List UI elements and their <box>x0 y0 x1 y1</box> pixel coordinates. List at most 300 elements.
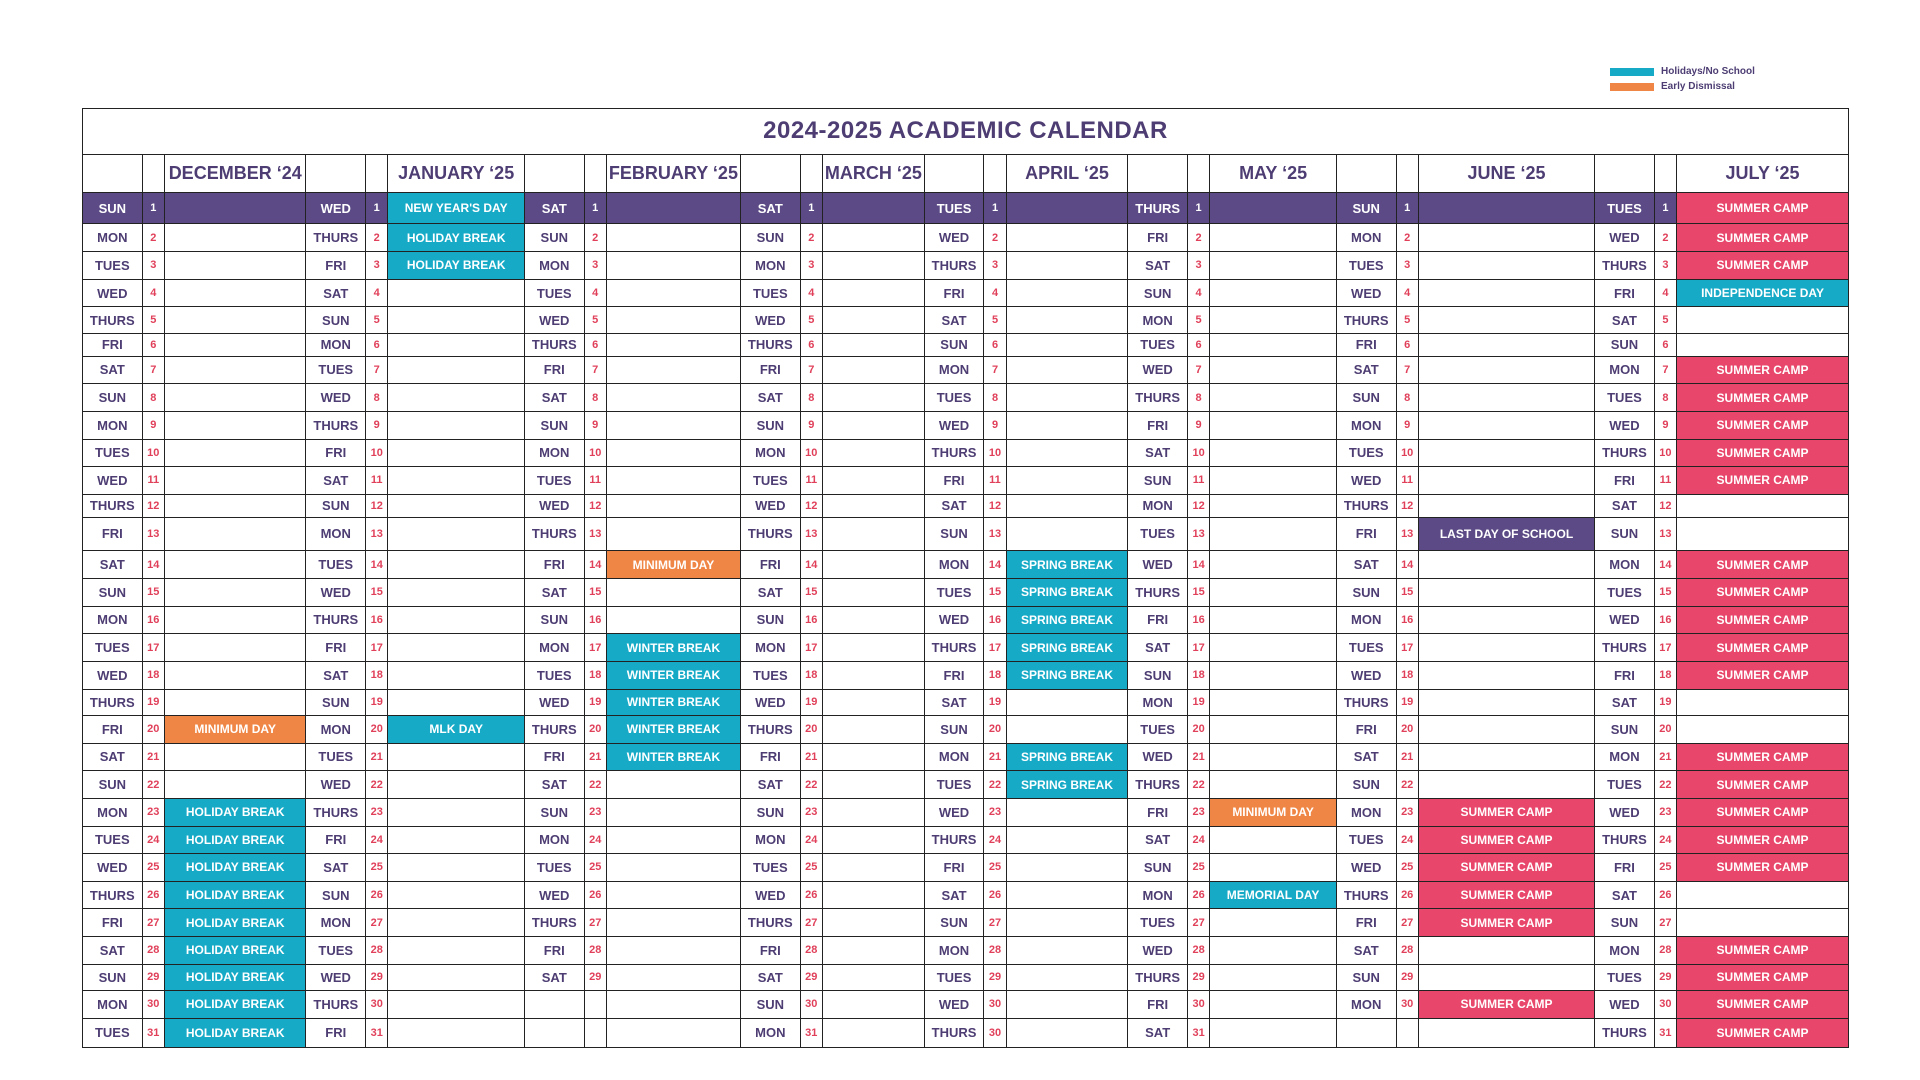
weekday-cell: MON <box>306 715 366 743</box>
weekday-cell: FRI <box>1128 991 1188 1019</box>
date-number: 11 <box>1187 467 1209 495</box>
date-number: 20 <box>1187 715 1209 743</box>
weekday-cell: THURS <box>1128 578 1188 606</box>
date-number: 30 <box>366 991 388 1019</box>
event-cell <box>388 606 525 634</box>
date-number: 25 <box>1654 854 1676 882</box>
legend-item-early-dismissal <box>1610 79 1755 94</box>
weekday-cell: THURS <box>306 991 366 1019</box>
event-cell <box>1210 439 1337 467</box>
date-number: 30 <box>142 991 164 1019</box>
date-number: 19 <box>1654 689 1676 715</box>
date-number: 26 <box>800 881 822 909</box>
weekday-cell: THURS <box>1128 193 1188 224</box>
date-number: 20 <box>1654 715 1676 743</box>
weekday-cell: SAT <box>1336 937 1396 965</box>
date-number: 13 <box>1654 517 1676 551</box>
event-cell <box>606 964 740 990</box>
event-camp: SUMMER CAMP <box>1677 661 1849 689</box>
weekday-cell: FRI <box>1595 661 1655 689</box>
weekday-cell: MON <box>1128 307 1188 333</box>
date-number: 21 <box>584 743 606 771</box>
date-number: 6 <box>1654 333 1676 356</box>
date-number: 8 <box>800 384 822 412</box>
event-camp: SUMMER CAMP <box>1677 991 1849 1019</box>
event-cell <box>822 333 924 356</box>
weekday-cell: MON <box>741 826 801 854</box>
event-camp: SUMMER CAMP <box>1677 743 1849 771</box>
weekday-cell: WED <box>83 467 143 495</box>
date-number: 29 <box>366 964 388 990</box>
weekday-cell: THURS <box>741 909 801 937</box>
calendar-row <box>83 937 1849 965</box>
event-camp: SUMMER CAMP <box>1677 606 1849 634</box>
date-number: 3 <box>984 252 1006 280</box>
month-header-spacer <box>984 154 1006 192</box>
date-number: 28 <box>984 937 1006 965</box>
event-early: MINIMUM DAY <box>1210 798 1337 826</box>
event-holiday: WINTER BREAK <box>606 661 740 689</box>
event-cell <box>1210 494 1337 517</box>
date-number: 14 <box>584 551 606 579</box>
date-number: 17 <box>984 634 1006 662</box>
date-number: 27 <box>1396 909 1418 937</box>
date-number: 19 <box>142 689 164 715</box>
event-cell <box>1210 771 1337 799</box>
calendar-row <box>83 909 1849 937</box>
weekday-cell: MON <box>924 356 984 384</box>
weekday-cell: WED <box>1595 224 1655 252</box>
month-header: DECEMBER ‘24 <box>164 154 306 192</box>
legend-swatch-early-dismissal <box>1610 83 1654 91</box>
date-number: 1 <box>1654 193 1676 224</box>
weekday-cell: WED <box>924 798 984 826</box>
event-cell <box>388 578 525 606</box>
date-number: 13 <box>366 517 388 551</box>
event-cell <box>822 1018 924 1047</box>
date-number: 16 <box>1654 606 1676 634</box>
event-cell <box>388 279 525 307</box>
event-camp: SUMMER CAMP <box>1677 224 1849 252</box>
date-number: 9 <box>1396 411 1418 439</box>
date-number: 15 <box>1396 578 1418 606</box>
event-cell <box>822 661 924 689</box>
event-cell <box>606 494 740 517</box>
date-number: 10 <box>1654 439 1676 467</box>
event-cell <box>822 881 924 909</box>
event-holiday: MLK DAY <box>388 715 525 743</box>
event-cell <box>1418 551 1594 579</box>
calendar-row <box>83 991 1849 1019</box>
weekday-cell: FRI <box>741 937 801 965</box>
date-number: 23 <box>1654 798 1676 826</box>
weekday-cell: WED <box>1128 743 1188 771</box>
date-number: 1 <box>366 193 388 224</box>
weekday-cell: TUES <box>741 467 801 495</box>
date-number: 4 <box>800 279 822 307</box>
date-number: 5 <box>1654 307 1676 333</box>
event-cell <box>164 279 306 307</box>
weekday-cell: WED <box>741 494 801 517</box>
event-holiday: WINTER BREAK <box>606 743 740 771</box>
weekday-cell: SAT <box>524 964 584 990</box>
date-number: 21 <box>1396 743 1418 771</box>
weekday-cell: MON <box>1336 224 1396 252</box>
date-number: 23 <box>1187 798 1209 826</box>
date-number: 17 <box>584 634 606 662</box>
weekday-cell: SAT <box>741 578 801 606</box>
event-cell <box>1006 333 1128 356</box>
event-cell <box>822 937 924 965</box>
weekday-cell: SUN <box>1595 715 1655 743</box>
event-cell <box>822 606 924 634</box>
event-cell <box>822 551 924 579</box>
date-number <box>1396 1018 1418 1047</box>
date-number: 23 <box>142 798 164 826</box>
weekday-cell: WED <box>1595 411 1655 439</box>
date-number: 18 <box>1187 661 1209 689</box>
weekday-cell: TUES <box>524 279 584 307</box>
weekday-cell: TUES <box>83 634 143 662</box>
date-number: 17 <box>1396 634 1418 662</box>
event-cell <box>606 279 740 307</box>
event-cell <box>1210 1018 1337 1047</box>
weekday-cell: MON <box>1128 689 1188 715</box>
event-cell <box>1006 826 1128 854</box>
weekday-cell: WED <box>1595 991 1655 1019</box>
date-number: 21 <box>984 743 1006 771</box>
date-number: 9 <box>584 411 606 439</box>
event-cell <box>1418 279 1594 307</box>
date-number: 15 <box>1654 578 1676 606</box>
calendar-row <box>83 743 1849 771</box>
weekday-cell: SAT <box>1128 634 1188 662</box>
event-cell <box>822 193 924 224</box>
title-row <box>83 109 1849 155</box>
date-number: 11 <box>800 467 822 495</box>
weekday-cell: THURS <box>1595 1018 1655 1047</box>
event-cell <box>822 909 924 937</box>
weekday-cell <box>1336 1018 1396 1047</box>
weekday-cell: SUN <box>83 771 143 799</box>
date-number: 18 <box>366 661 388 689</box>
weekday-cell: FRI <box>741 356 801 384</box>
date-number: 24 <box>1396 826 1418 854</box>
date-number: 12 <box>142 494 164 517</box>
event-cell <box>822 517 924 551</box>
date-number: 5 <box>584 307 606 333</box>
date-number: 14 <box>1187 551 1209 579</box>
date-number: 20 <box>800 715 822 743</box>
weekday-cell: MON <box>1336 411 1396 439</box>
weekday-cell: FRI <box>306 826 366 854</box>
event-cell <box>1210 411 1337 439</box>
event-cell <box>1006 279 1128 307</box>
weekday-cell: SUN <box>306 881 366 909</box>
weekday-cell: SAT <box>924 307 984 333</box>
date-number <box>584 1018 606 1047</box>
weekday-cell: THURS <box>1128 771 1188 799</box>
weekday-cell <box>524 991 584 1019</box>
event-camp: SUMMER CAMP <box>1677 252 1849 280</box>
event-cell <box>606 881 740 909</box>
event-cell <box>1418 467 1594 495</box>
weekday-cell: SUN <box>306 494 366 517</box>
event-cell <box>164 517 306 551</box>
event-cell <box>1210 467 1337 495</box>
event-cell <box>1210 252 1337 280</box>
event-cell <box>1210 307 1337 333</box>
event-cell <box>822 743 924 771</box>
date-number: 19 <box>584 689 606 715</box>
event-cell <box>164 551 306 579</box>
event-cell <box>388 854 525 882</box>
event-cell <box>388 333 525 356</box>
weekday-cell: FRI <box>1128 798 1188 826</box>
event-cell <box>606 937 740 965</box>
date-number: 22 <box>1654 771 1676 799</box>
event-cell <box>1677 517 1849 551</box>
weekday-cell: SAT <box>306 279 366 307</box>
event-cell <box>388 439 525 467</box>
weekday-cell: FRI <box>924 467 984 495</box>
event-cell <box>388 494 525 517</box>
weekday-cell: THURS <box>1336 689 1396 715</box>
date-number: 7 <box>584 356 606 384</box>
event-camp: SUMMER CAMP <box>1677 578 1849 606</box>
date-number: 15 <box>1187 578 1209 606</box>
date-number: 18 <box>984 661 1006 689</box>
event-cell <box>388 964 525 990</box>
weekday-cell: SAT <box>524 578 584 606</box>
event-cell <box>822 689 924 715</box>
event-cell <box>822 252 924 280</box>
date-number: 5 <box>800 307 822 333</box>
calendar-row <box>83 467 1849 495</box>
event-cell <box>1418 439 1594 467</box>
event-cell <box>388 384 525 412</box>
weekday-cell: SUN <box>1595 333 1655 356</box>
weekday-cell: THURS <box>524 517 584 551</box>
calendar-row <box>83 193 1849 224</box>
event-camp: SUMMER CAMP <box>1418 881 1594 909</box>
event-cell <box>388 881 525 909</box>
event-camp: SUMMER CAMP <box>1677 1018 1849 1047</box>
date-number: 28 <box>366 937 388 965</box>
date-number: 8 <box>142 384 164 412</box>
weekday-cell: WED <box>83 854 143 882</box>
weekday-cell: THURS <box>83 689 143 715</box>
weekday-cell: THURS <box>306 798 366 826</box>
month-header-spacer <box>366 154 388 192</box>
event-cell <box>1006 467 1128 495</box>
calendar-row <box>83 439 1849 467</box>
event-camp: SUMMER CAMP <box>1677 964 1849 990</box>
date-number: 19 <box>366 689 388 715</box>
weekday-cell: WED <box>306 193 366 224</box>
event-cell <box>1210 743 1337 771</box>
weekday-cell: SUN <box>924 333 984 356</box>
event-cell <box>1006 991 1128 1019</box>
event-cell <box>1418 333 1594 356</box>
date-number: 6 <box>366 333 388 356</box>
date-number: 30 <box>800 991 822 1019</box>
legend-label-early-dismissal: Early Dismissal <box>1661 81 1735 92</box>
weekday-cell: THURS <box>924 439 984 467</box>
calendar-row <box>83 224 1849 252</box>
date-number: 3 <box>584 252 606 280</box>
event-last: LAST DAY OF SCHOOL <box>1418 517 1594 551</box>
date-number: 2 <box>1654 224 1676 252</box>
date-number: 23 <box>984 798 1006 826</box>
date-number: 2 <box>366 224 388 252</box>
weekday-cell: TUES <box>924 578 984 606</box>
event-cell <box>164 578 306 606</box>
date-number: 20 <box>984 715 1006 743</box>
date-number: 12 <box>584 494 606 517</box>
event-cell <box>822 494 924 517</box>
month-header-spacer <box>142 154 164 192</box>
weekday-cell: TUES <box>83 1018 143 1047</box>
weekday-cell: MON <box>1336 606 1396 634</box>
legend-swatch-holidays <box>1610 68 1654 76</box>
date-number: 28 <box>1187 937 1209 965</box>
date-number: 16 <box>984 606 1006 634</box>
date-number: 7 <box>984 356 1006 384</box>
event-camp: SUMMER CAMP <box>1677 826 1849 854</box>
date-number: 29 <box>142 964 164 990</box>
event-cell <box>164 193 306 224</box>
weekday-cell: WED <box>1128 356 1188 384</box>
event-cell <box>388 411 525 439</box>
event-cell <box>606 771 740 799</box>
weekday-cell: TUES <box>924 771 984 799</box>
weekday-cell: MON <box>306 909 366 937</box>
date-number: 7 <box>800 356 822 384</box>
weekday-cell: THURS <box>1336 881 1396 909</box>
weekday-cell: WED <box>1595 798 1655 826</box>
date-number: 31 <box>366 1018 388 1047</box>
event-cell <box>1418 193 1594 224</box>
weekday-cell: WED <box>306 384 366 412</box>
date-number: 26 <box>366 881 388 909</box>
event-cell <box>1418 384 1594 412</box>
event-cell <box>822 384 924 412</box>
date-number: 5 <box>984 307 1006 333</box>
weekday-cell: SUN <box>924 517 984 551</box>
weekday-cell: TUES <box>741 279 801 307</box>
weekday-cell: SAT <box>1336 743 1396 771</box>
weekday-cell: SAT <box>524 384 584 412</box>
date-number: 12 <box>800 494 822 517</box>
date-number: 2 <box>800 224 822 252</box>
calendar-row <box>83 798 1849 826</box>
event-cell <box>164 661 306 689</box>
weekday-cell: SAT <box>741 384 801 412</box>
weekday-cell: SUN <box>524 606 584 634</box>
date-number: 22 <box>1187 771 1209 799</box>
event-cell <box>606 909 740 937</box>
weekday-cell: TUES <box>306 551 366 579</box>
weekday-cell: SUN <box>1336 578 1396 606</box>
date-number: 22 <box>142 771 164 799</box>
weekday-cell: WED <box>83 661 143 689</box>
date-number: 26 <box>984 881 1006 909</box>
date-number: 16 <box>366 606 388 634</box>
weekday-cell: MON <box>524 252 584 280</box>
weekday-cell: SUN <box>741 991 801 1019</box>
date-number: 22 <box>1396 771 1418 799</box>
weekday-cell: TUES <box>1595 384 1655 412</box>
event-holiday: SPRING BREAK <box>1006 634 1128 662</box>
event-cell <box>822 715 924 743</box>
calendar-row <box>83 411 1849 439</box>
event-cell <box>1677 909 1849 937</box>
weekday-cell: MON <box>1336 991 1396 1019</box>
event-cell <box>822 356 924 384</box>
event-cell <box>1210 689 1337 715</box>
weekday-cell: SUN <box>306 689 366 715</box>
event-cell <box>388 634 525 662</box>
date-number: 23 <box>800 798 822 826</box>
event-cell <box>164 606 306 634</box>
weekday-cell: TUES <box>1128 333 1188 356</box>
weekday-cell: SUN <box>83 964 143 990</box>
event-cell <box>1677 307 1849 333</box>
weekday-cell: SUN <box>741 411 801 439</box>
date-number: 20 <box>584 715 606 743</box>
weekday-cell: FRI <box>524 356 584 384</box>
weekday-cell: SUN <box>524 224 584 252</box>
date-number: 31 <box>800 1018 822 1047</box>
date-number: 25 <box>984 854 1006 882</box>
weekday-cell: MON <box>924 937 984 965</box>
event-cell <box>1210 578 1337 606</box>
weekday-cell: TUES <box>306 937 366 965</box>
event-cell <box>164 743 306 771</box>
event-cell <box>606 439 740 467</box>
event-cell <box>1210 517 1337 551</box>
event-cell <box>1210 937 1337 965</box>
weekday-cell: SUN <box>306 307 366 333</box>
weekday-cell: SAT <box>83 356 143 384</box>
weekday-cell: SAT <box>924 494 984 517</box>
event-cell <box>606 333 740 356</box>
date-number: 25 <box>142 854 164 882</box>
date-number: 11 <box>584 467 606 495</box>
event-cell <box>164 467 306 495</box>
date-number: 21 <box>142 743 164 771</box>
event-cell <box>1418 494 1594 517</box>
weekday-cell: MON <box>1595 551 1655 579</box>
weekday-cell <box>524 1018 584 1047</box>
date-number: 7 <box>1654 356 1676 384</box>
calendar-row <box>83 551 1849 579</box>
event-holiday: HOLIDAY BREAK <box>164 826 306 854</box>
weekday-cell: MON <box>306 333 366 356</box>
date-number: 17 <box>800 634 822 662</box>
weekday-cell: FRI <box>1128 224 1188 252</box>
event-holiday: WINTER BREAK <box>606 715 740 743</box>
date-number: 4 <box>1187 279 1209 307</box>
event-holiday: NEW YEAR'S DAY <box>388 193 525 224</box>
event-cell <box>164 252 306 280</box>
date-number: 29 <box>1187 964 1209 990</box>
date-number: 1 <box>800 193 822 224</box>
date-number: 30 <box>1654 991 1676 1019</box>
date-number: 21 <box>1187 743 1209 771</box>
event-camp: SUMMER CAMP <box>1418 854 1594 882</box>
